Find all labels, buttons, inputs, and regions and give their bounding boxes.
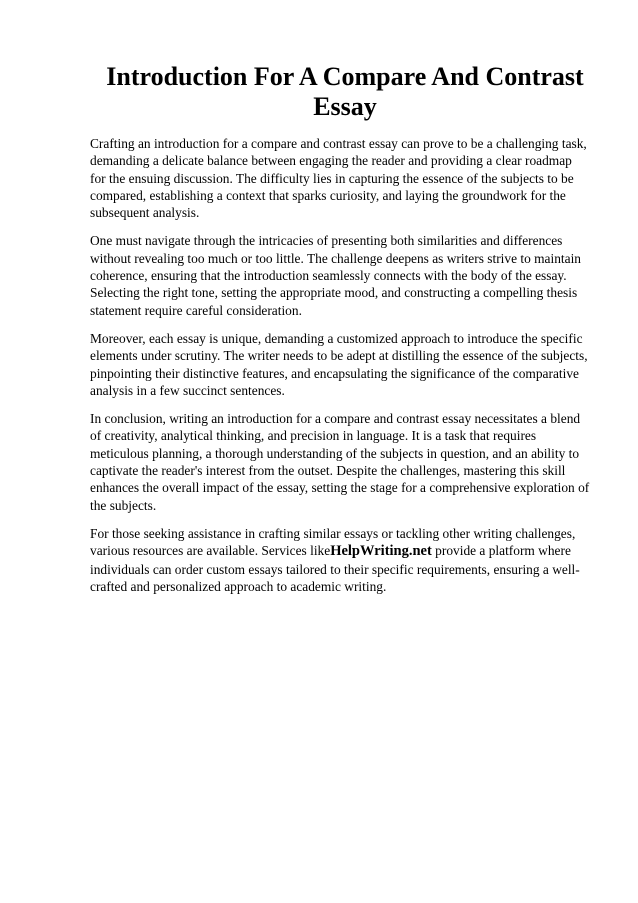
paragraph-5-tail-text: provide a platform where individuals can order custom essays tailored to their specific requirements, ensuring a well-crafted and personalized approach to academic writing. [90,543,580,594]
helpwriting-link[interactable]: HelpWriting.net [330,543,432,560]
document-title: Introduction For A Compare And Contrast Essay [106,62,584,121]
document-body [90,135,590,606]
paragraph-1: Crafting an introduction for a compare and contrast essay can prove to be a challenging task, demanding a delicate balance between engaging the reader and providing a clear roadmap for the ensuing discussion. The difficulty lies in capturing the essence of the subjects to be compared, establishing a context that sparks curiosity, and laying the groundwork for the subsequent analysis. [90,136,587,221]
paragraph-3: Moreover, each essay is unique, demanding a customized approach to introduce the specific elements under scrutiny. The writer needs to be adept at distilling the essence of the subjects, pinpointing their distinctive features, and encapsulating the significance of the comparative analysis in a few succinct sentences. [90,330,588,398]
paragraph-5 [90,525,590,595]
paragraph-5-lead-text: For those seeking assistance in crafting similar essays or tackling other writing challenges, various resources are available. Services like [90,525,576,559]
paragraph-4: In conclusion, writing an introduction for a compare and contrast essay necessitates a blend of creativity, analytical thinking, and precision in language. It is a task that requires meticulous planning, a thorough understanding of the subjects in question, and an ability to captivate the reader's interest from the outset. Despite the challenges, mastering this skill enhances the overall impact of the essay, setting the stage for a comprehensive exploration of the subjects. [90,411,590,513]
paragraph-2: One must navigate through the intricacies of presenting both similarities and differences without revealing too much or too little. The challenge deepens as writers strive to maintain coherence, ensuring that the introduction seamlessly connects with the body of the essay. Selecting the right tone, setting the appropriate mood, and constructing a compelling thesis statement require careful consideration. [90,233,581,318]
